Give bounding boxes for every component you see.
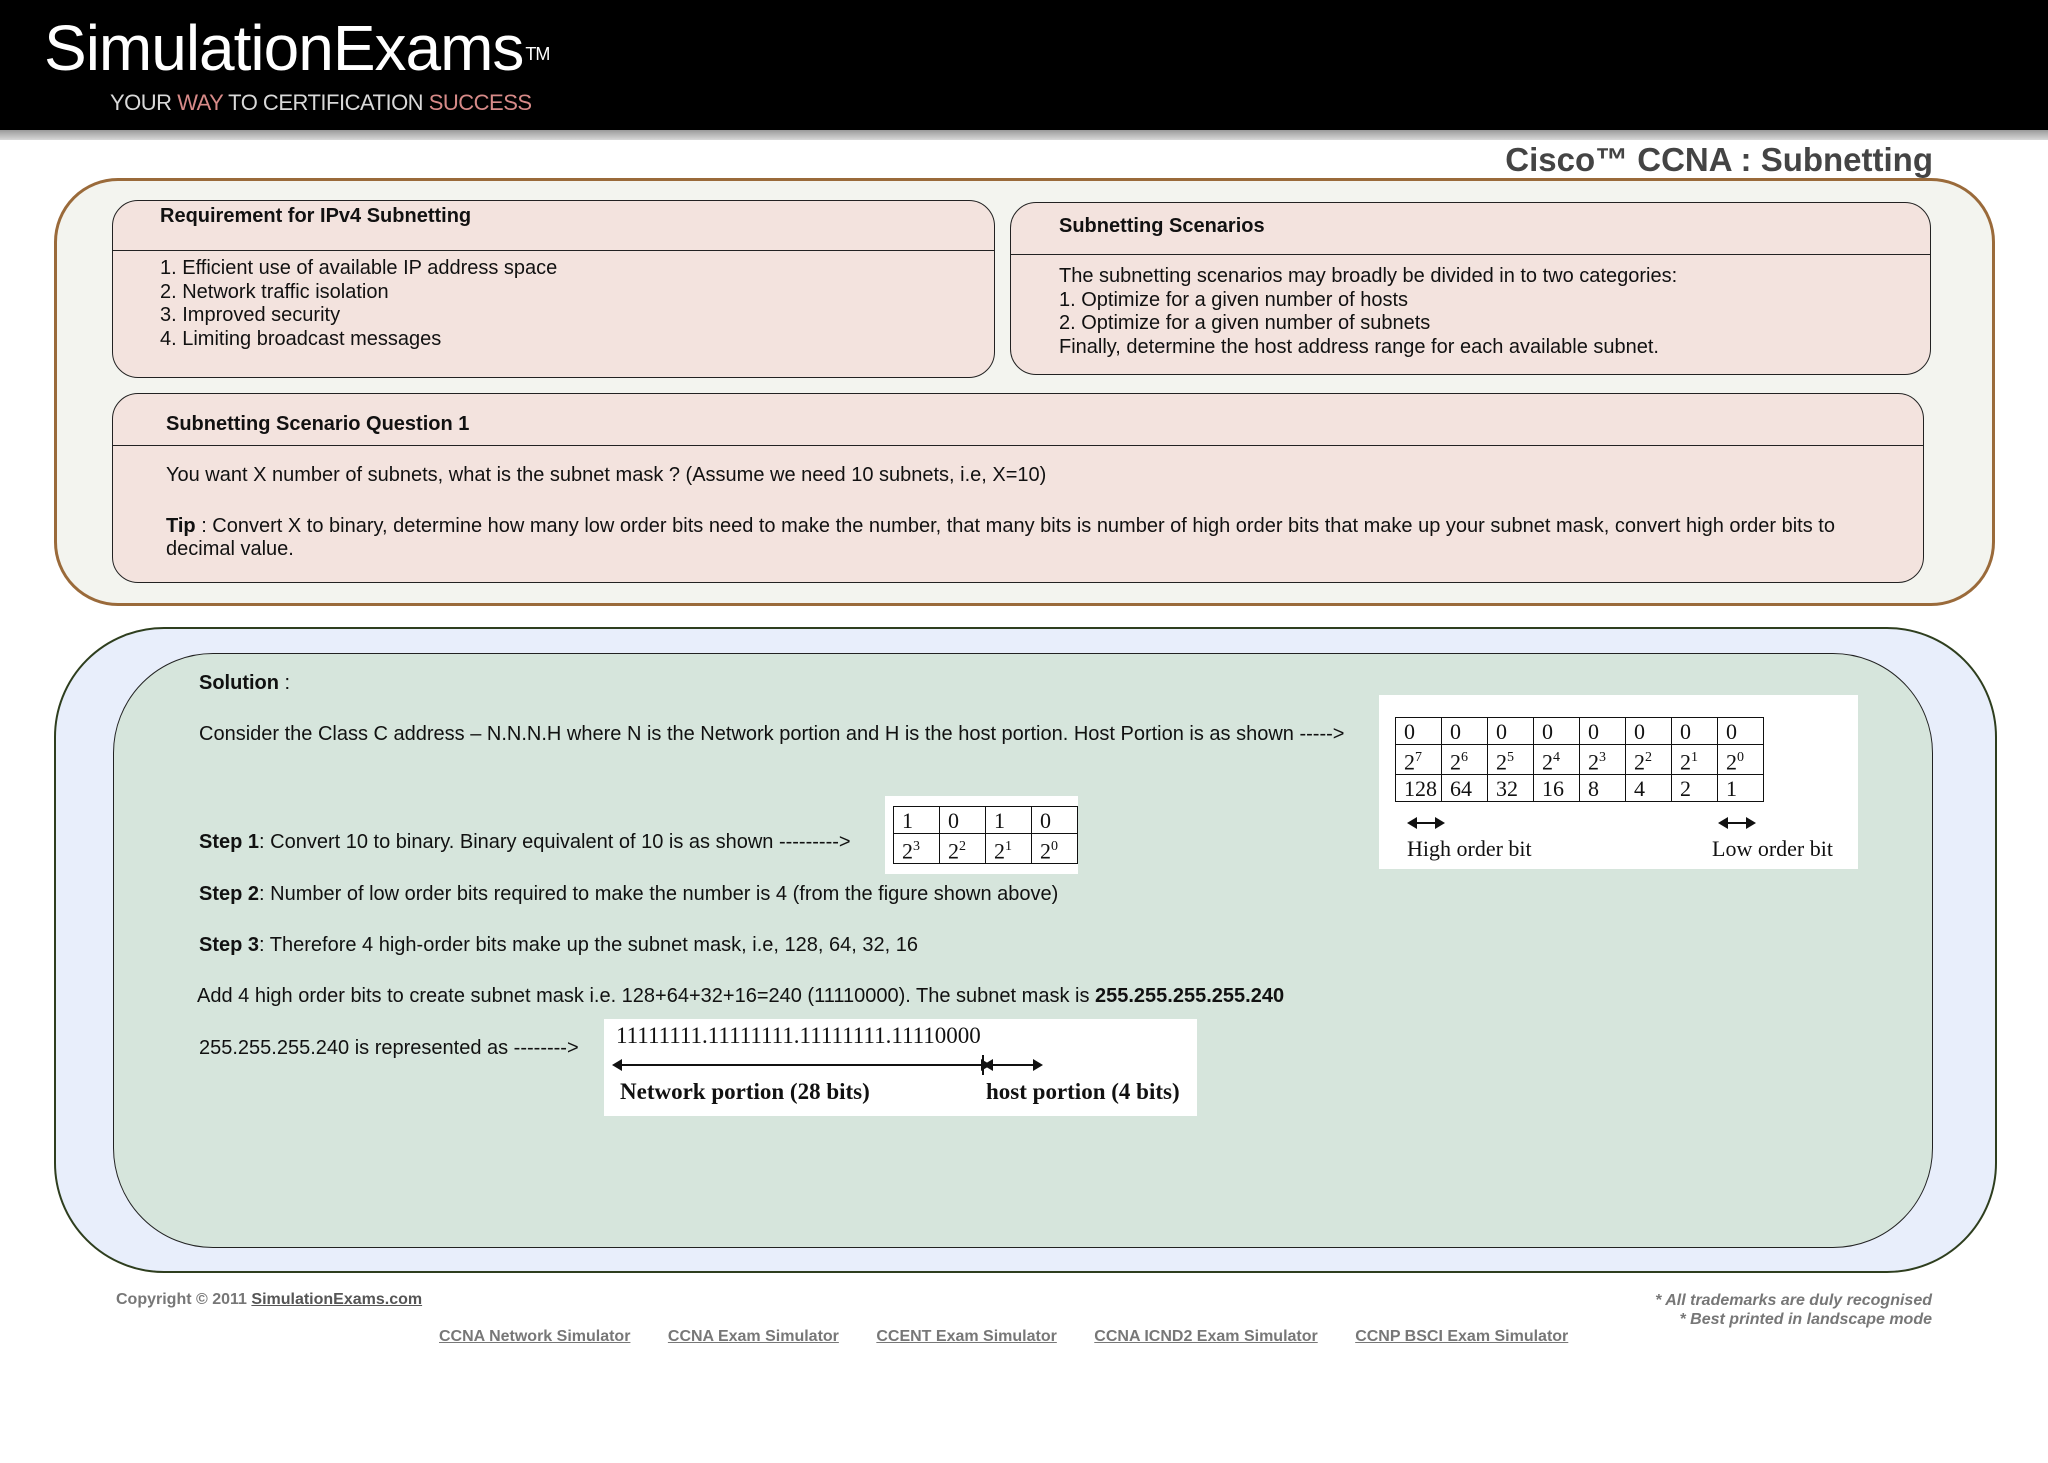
solution-intro: Consider the Class C address – N.N.N.H where N is the Network portion and H is the host portion. Host Portion is as shown ----->: [199, 723, 1345, 745]
double-arrow-icon: [1720, 822, 1754, 824]
power-cell: $2^2$: [940, 834, 986, 864]
power-cell: $2^4$: [1534, 745, 1580, 775]
text-line: Finally, determine the host address range for each available subnet.: [1059, 335, 1659, 358]
value-cell: 8: [1580, 775, 1626, 802]
link-ccna-network-simulator[interactable]: CCNA Network Simulator: [439, 1328, 631, 1345]
value-cell: 128: [1396, 775, 1442, 802]
network-arrow-icon: [614, 1064, 989, 1066]
bit-cell: 0: [940, 807, 986, 834]
link-ccnp-bsci-exam-simulator[interactable]: CCNP BSCI Exam Simulator: [1355, 1328, 1569, 1345]
bit-cell: 0: [1488, 718, 1534, 745]
text-line: 2. Optimize for a given number of subnets: [1059, 312, 1431, 334]
subnet-mask-figure: [604, 1019, 1197, 1116]
text-line: The subnetting scenarios may broadly be divided in to two categories:: [1059, 265, 1678, 287]
bit-cell: 0: [1672, 718, 1718, 745]
step-1: Step 1: Convert 10 to binary. Binary equivalent of 10 is as shown --------->: [199, 831, 851, 853]
footer-notes: [1655, 1291, 1932, 1329]
step-3: Step 3: Therefore 4 high-order bits make up the subnet mask, i.e, 128, 64, 32, 16: [199, 934, 918, 956]
mask-binary: 11111111.11111111.11111111.11110000: [616, 1023, 981, 1048]
subnet-mask-line: Add 4 high order bits to create subnet mask i.e. 128+64+32+16=240 (11110000). The subnet mask is 255.255.255.255.240: [197, 985, 1285, 1007]
value-cell: 32: [1488, 775, 1534, 802]
requirements-panel: [112, 200, 995, 378]
power-cell: $2^5$: [1488, 745, 1534, 775]
value-cell: 64: [1442, 775, 1488, 802]
list-item: 2. Network traffic isolation: [160, 280, 389, 303]
page-title: Cisco™ CCNA : Subnetting: [1505, 141, 1933, 178]
copyright: Copyright © 2011 SimulationExams.com: [116, 1291, 423, 1308]
power-cell: $2^3$: [1580, 745, 1626, 775]
step-2: Step 2: Number of low order bits required to make the number is 4 (from the figure shown above): [199, 883, 1059, 905]
bit-cell: 0: [1534, 718, 1580, 745]
value-cell: 1: [1718, 775, 1764, 802]
list-item: 4. Limiting broadcast messages: [160, 327, 442, 350]
list-item: 1. Efficient use of available IP address space: [160, 257, 558, 279]
bit-cell: 1: [986, 807, 1032, 834]
power-cell: $2^6$: [1442, 745, 1488, 775]
bit-cell: 1: [894, 807, 940, 834]
bit-cell: 0: [1718, 718, 1764, 745]
header-banner: [0, 0, 2048, 130]
scenarios-panel: [1010, 202, 1931, 375]
high-order-bit-label: High order bit: [1407, 836, 1532, 861]
print-note: * Best printed in landscape mode: [1679, 1311, 1932, 1328]
question-body: [166, 464, 1873, 562]
tagline: YOUR WAY TO CERTIFICATION SUCCESS: [110, 90, 532, 115]
represented-line: 255.255.255.240 is represented as -------->: [199, 1037, 579, 1059]
power-cell: $2^0$: [1718, 745, 1764, 775]
network-portion-label: Network portion (28 bits): [620, 1079, 870, 1104]
power-cell: $2^1$: [1672, 745, 1718, 775]
low-order-bit-label: Low order bit: [1712, 836, 1833, 861]
bit-cell: 0: [1442, 718, 1488, 745]
value-cell: 2: [1672, 775, 1718, 802]
question-text: You want X number of subnets, what is the subnet mask ? (Assume we need 10 subnets, i.e, X=10): [166, 464, 1047, 486]
question-title: Subnetting Scenario Question 1: [166, 413, 470, 435]
solution-heading: Solution :: [199, 672, 291, 694]
question-panel: [112, 393, 1924, 583]
footer-links: [439, 1328, 1601, 1346]
binary-ten-table: [893, 806, 1078, 864]
link-ccna-icnd2-exam-simulator[interactable]: CCNA ICND2 Exam Simulator: [1094, 1328, 1318, 1345]
copyright-link[interactable]: SimulationExams.com: [251, 1291, 423, 1308]
binary-ten-figure: [885, 796, 1078, 874]
host-arrow-icon: [985, 1064, 1041, 1066]
list-item: 3. Improved security: [160, 304, 341, 326]
power-cell: $2^2$: [1626, 745, 1672, 775]
trademark-note: * All trademarks are duly recognised: [1655, 1292, 1932, 1309]
subnet-mask-value: 255.255.255.255.240: [1095, 985, 1285, 1007]
text-line: 1. Optimize for a given number of hosts: [1059, 288, 1409, 311]
requirements-header: [113, 201, 994, 251]
value-cell: 16: [1534, 775, 1580, 802]
bit-cell: 0: [1032, 807, 1078, 834]
host-portion-figure: [1379, 695, 1858, 869]
scenarios-text: [1059, 265, 1677, 359]
scenarios-header: [1011, 203, 1930, 255]
tip-label: Tip: [166, 514, 196, 537]
power-cell: $2^0$: [1032, 834, 1078, 864]
host-bit-table: [1395, 717, 1764, 802]
value-cell: 4: [1626, 775, 1672, 802]
requirements-title: Requirement for IPv4 Subnetting: [160, 205, 472, 227]
bit-cell: 0: [1580, 718, 1626, 745]
bit-cell: 0: [1396, 718, 1442, 745]
bit-cell: 0: [1626, 718, 1672, 745]
question-header: [113, 394, 1923, 446]
header-divider: [0, 130, 2048, 140]
tip-text: Tip : Convert X to binary, determine how many low order bits need to make the number, that many bits is number of high order bits that make up your subnet mask, convert high order bits to decimal value.: [166, 514, 1835, 560]
link-ccna-exam-simulator[interactable]: CCNA Exam Simulator: [667, 1328, 839, 1345]
power-cell: $2^1$: [986, 834, 1032, 864]
link-ccent-exam-simulator[interactable]: CCENT Exam Simulator: [876, 1328, 1057, 1345]
scenarios-title: Subnetting Scenarios: [1059, 215, 1265, 237]
requirements-list: [160, 257, 557, 351]
power-cell: $2^7$: [1396, 745, 1442, 775]
double-arrow-icon: [1409, 822, 1443, 824]
power-cell: $2^3$: [894, 834, 940, 864]
host-portion-label: host portion (4 bits): [986, 1079, 1180, 1104]
logo: SimulationExams ™: [44, 12, 550, 84]
